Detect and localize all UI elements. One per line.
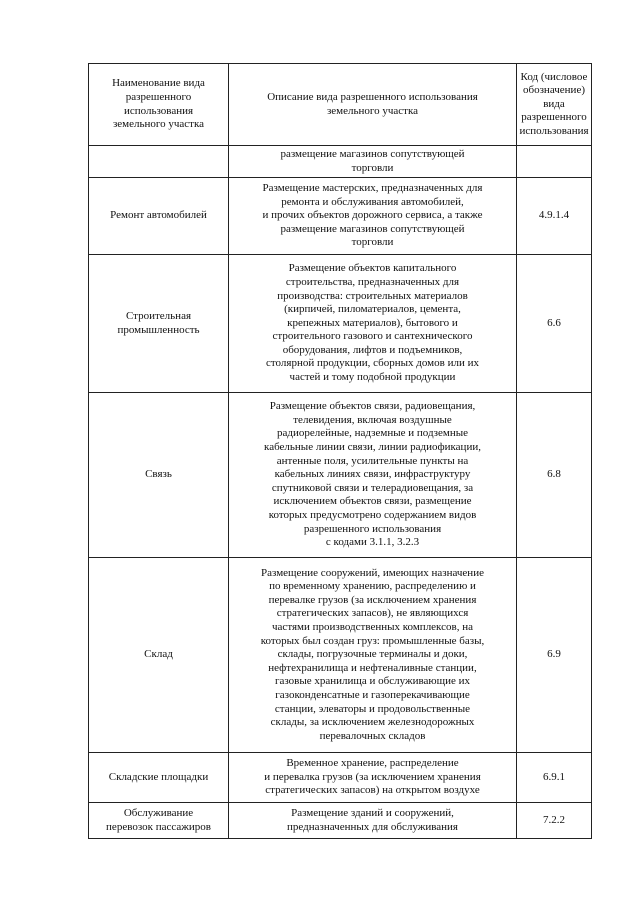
row-code: 6.9 — [517, 558, 592, 753]
table-row — [89, 146, 592, 178]
row-code: 6.9.1 — [517, 753, 592, 803]
land-use-table — [88, 63, 592, 839]
row-name — [89, 146, 229, 178]
row-description: Размещение сооружений, имеющих назначение по временному хранению, распределению и перевалке грузов (за исключением хранения стратегических запасов), не являющихся частями производственных комплексов, на которых был создан груз: промышленные базы, склады, погрузочные терминалы и доки, нефтехранилища и нефтеналивные станции, газовые хранилища и обслуживающие их газоконденсатные и газоперекачивающие станции, элеваторы и продовольственные склады, за исключением железнодорожных перевалочных складов — [229, 558, 517, 753]
table-row — [89, 393, 592, 558]
row-code: 4.9.1.4 — [517, 178, 592, 255]
row-name: Связь — [89, 393, 229, 558]
row-name: Строительная промышленность — [89, 255, 229, 393]
row-code: 6.6 — [517, 255, 592, 393]
table-row — [89, 255, 592, 393]
row-description: Размещение объектов капитального строительства, предназначенных для производства: строительных материалов (кирпичей, пиломатериалов, цемента, крепежных материалов), бытового и строительного газового и сантехнического оборудования, лифтов и подъемников, столярной продукции, сборных домов или их частей и тому подобной продукции — [229, 255, 517, 393]
row-description: Размещение объектов связи, радиовещания, телевидения, включая воздушные радиорелейные, надземные и подземные кабельные линии связи, линии радиофикации, антенные поля, усилительные пункты на кабельных линиях связи, инфраструктуру спутниковой связи и телерадиовещания, за исключением объектов связи, размещение которых предусмотрено содержанием видов разрешенного использования с кодами 3.1.1, 3.2.3 — [229, 393, 517, 558]
header-code: Код (числовое обозначение) вида разрешенного использования — [517, 64, 592, 146]
header-row — [89, 64, 592, 146]
row-name: Обслуживание перевозок пассажиров — [89, 803, 229, 839]
row-code: 7.2.2 — [517, 803, 592, 839]
table-row — [89, 558, 592, 753]
row-description: Размещение мастерских, предназначенных для ремонта и обслуживания автомобилей, и прочих объектов дорожного сервиса, а также размещение магазинов сопутствующей торговли — [229, 178, 517, 255]
table-row — [89, 753, 592, 803]
row-name: Ремонт автомобилей — [89, 178, 229, 255]
table-row — [89, 803, 592, 839]
row-code: 6.8 — [517, 393, 592, 558]
table-row — [89, 178, 592, 255]
header-name: Наименование вида разрешенного использования земельного участка — [89, 64, 229, 146]
row-description: Временное хранение, распределение и перевалка грузов (за исключением хранения стратегических запасов) на открытом воздухе — [229, 753, 517, 803]
header-description: Описание вида разрешенного использования земельного участка — [229, 64, 517, 146]
row-description: Размещение зданий и сооружений, предназначенных для обслуживания — [229, 803, 517, 839]
row-code — [517, 146, 592, 178]
row-name: Складские площадки — [89, 753, 229, 803]
row-description: размещение магазинов сопутствующей торговли — [229, 146, 517, 178]
row-name: Склад — [89, 558, 229, 753]
